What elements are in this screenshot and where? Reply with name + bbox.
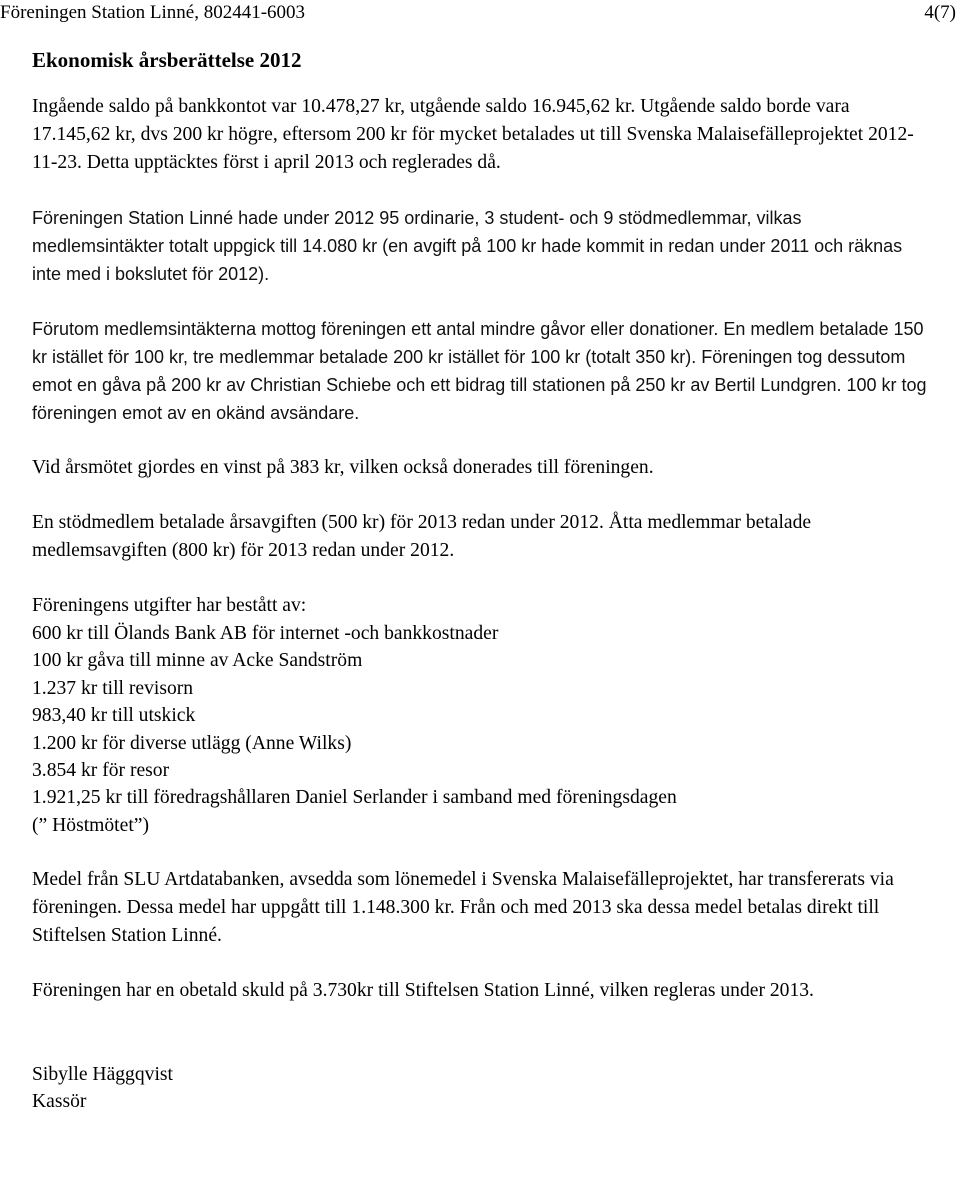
page-header — [0, 0, 960, 28]
expense-item: 983,40 kr till utskick — [32, 705, 196, 727]
expenses-heading: Föreningens utgifter har bestått av: — [32, 595, 307, 616]
header-organization: Föreningen Station Linné, 802441-6003 — [0, 2, 306, 23]
expenses-list — [32, 620, 932, 839]
document-body — [32, 46, 932, 1115]
paragraph-members: Föreningen Station Linné hade under 2012 95 ordinarie, 3 student- och 9 stödmedlemmar, vilkas medlemsintäkter totalt uppgick till 14.080 kr (en avgift på 100 kr hade kommit in redan under 2011 och räknas inte med i bokslutet för 2012). — [32, 208, 903, 284]
document-title: Ekonomisk årsberättelse 2012 — [32, 48, 302, 72]
paragraph-annual-meeting: Vid årsmötet gjordes en vinst på 383 kr, vilken också donerades till föreningen. — [32, 457, 654, 478]
paragraph-gifts: Förutom medlemsintäkterna mottog föreningen ett antal mindre gåvor eller donationer. En medlem betalade 150 kr istället för 100 kr, tre medlemmar betalade 200 kr istället för 100 kr (totalt 350 kr). Föreningen tog dessutom emot en gåva på 200 kr av Christian Schiebe och ett bidrag till stationen på 250 kr av Bertil Lundgren. 100 kr tog föreningen emot av en okänd avsändare. — [32, 319, 927, 423]
expense-item: 1.237 kr till revisorn — [32, 677, 194, 699]
expense-item: 600 kr till Ölands Bank AB för internet -och bankkostnader — [32, 623, 499, 644]
paragraph-debt: Föreningen har en obetald skuld på 3.730kr till Stiftelsen Station Linné, vilken regleras under 2013. — [32, 980, 814, 1002]
expense-item: 1.200 kr för diverse utlägg (Anne Wilks) — [32, 732, 352, 754]
expense-item: 1.921,25 kr till föredragshållaren Daniel Serlander i samband med föreningsdagen — [32, 787, 677, 809]
expense-item: 100 kr gåva till minne av Acke Sandström — [32, 650, 363, 672]
paragraph-prepaid-fees: En stödmedlem betalade årsavgiften (500 kr) för 2013 redan under 2012. Åtta medlemmar betalade medlemsavgiften (800 kr) för 2013 redan under 2012. — [32, 512, 812, 561]
paragraph-balance: Ingående saldo på bankkontot var 10.478,27 kr, utgående saldo 16.945,62 kr. Utgående saldo borde vara 17.145,62 kr, dvs 200 kr högre, eftersom 200 kr för mycket betalades ut till Svenska Malaisefälleprojektet 2012-11-23. Detta upptäcktes först i april 2013 och reglerades då. — [32, 96, 914, 173]
paragraph-slu-funds: Medel från SLU Artdatabanken, avsedda som lönemedel i Svenska Malaisefälleprojektet, har transfererats via föreningen. Dessa medel har uppgått till 1.148.300 kr. Från och med 2013 ska dessa medel betalas direkt till Stiftelsen Station Linné. — [32, 869, 894, 947]
expense-item: 3.854 kr för resor — [32, 760, 170, 782]
signature-block — [32, 1061, 932, 1115]
signature-name: Sibylle Häggqvist — [32, 1064, 173, 1086]
page-number: 4(7) — [924, 2, 956, 23]
signature-role: Kassör — [32, 1091, 87, 1113]
expense-item: (” Höstmötet”) — [32, 814, 149, 836]
